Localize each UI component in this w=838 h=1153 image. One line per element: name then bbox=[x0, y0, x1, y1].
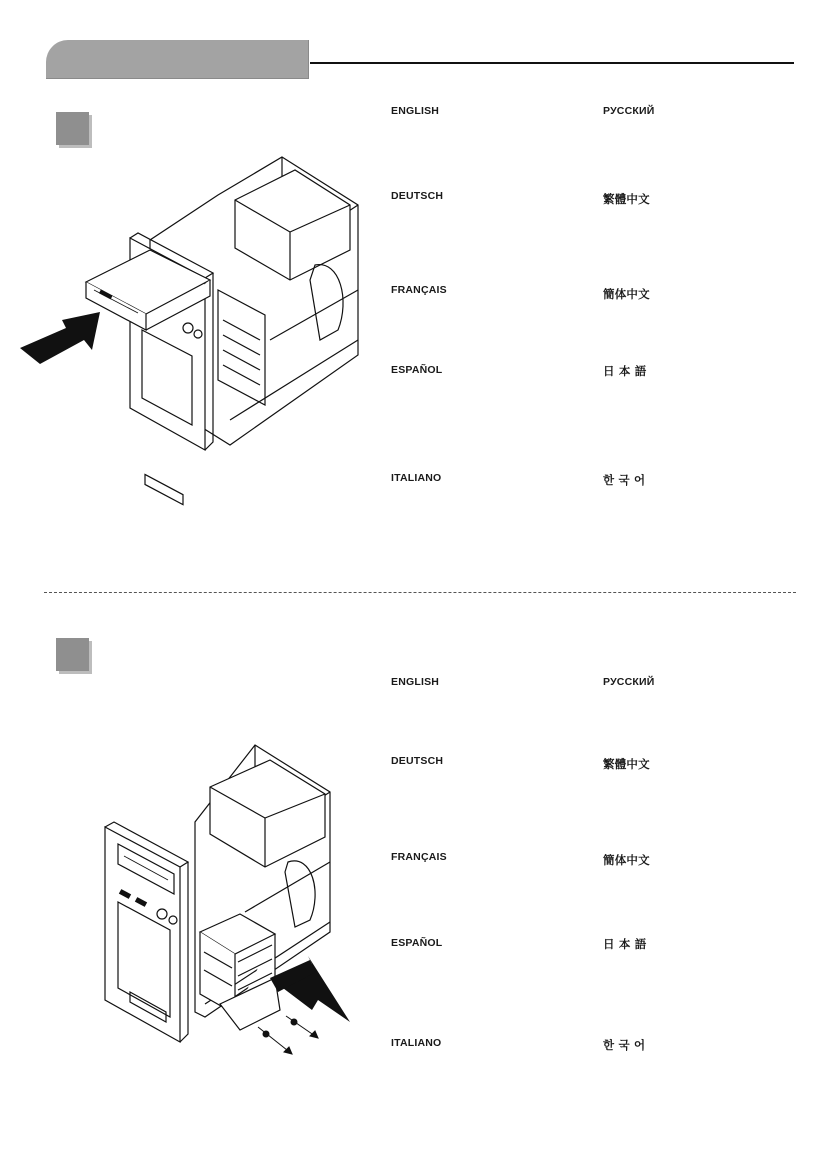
step1-illustration bbox=[20, 150, 365, 455]
step1-lang-trad-chinese: 繁體中文 bbox=[603, 192, 650, 206]
step2-lang-korean: 한 국 어 bbox=[603, 1038, 646, 1052]
step-1-marker bbox=[56, 112, 89, 145]
step2-lang-francais: FRANÇAIS bbox=[391, 851, 447, 863]
step1-lang-english: ENGLISH bbox=[391, 105, 440, 117]
step1-lang-espanol: ESPAÑOL bbox=[391, 364, 443, 376]
step-2-marker bbox=[56, 638, 89, 671]
step2-lang-english: ENGLISH bbox=[391, 676, 440, 688]
step2-lang-espanol: ESPAÑOL bbox=[391, 937, 443, 949]
step1-lang-italiano: ITALIANO bbox=[391, 472, 442, 484]
step1-lang-korean: 한 국 어 bbox=[603, 473, 646, 487]
section-divider bbox=[44, 592, 796, 593]
step2-lang-italiano: ITALIANO bbox=[391, 1037, 442, 1049]
section-header-tab bbox=[46, 40, 309, 79]
step2-lang-japanese: 日 本 語 bbox=[603, 937, 647, 951]
step2-lang-trad-chinese: 繁體中文 bbox=[603, 757, 650, 771]
step2-lang-deutsch: DEUTSCH bbox=[391, 755, 444, 767]
header-rule bbox=[310, 62, 794, 64]
step2-lang-simp-chinese: 簡体中文 bbox=[603, 853, 650, 867]
step1-lang-simp-chinese: 簡体中文 bbox=[603, 287, 650, 301]
step2-lang-russian: РУССКИЙ bbox=[603, 676, 655, 688]
step1-lang-japanese: 日 本 語 bbox=[603, 364, 647, 378]
step1-lang-francais: FRANÇAIS bbox=[391, 284, 447, 296]
step2-illustration bbox=[100, 742, 355, 1057]
step1-lang-russian: РУССКИЙ bbox=[603, 105, 655, 117]
step1-lang-deutsch: DEUTSCH bbox=[391, 190, 444, 202]
